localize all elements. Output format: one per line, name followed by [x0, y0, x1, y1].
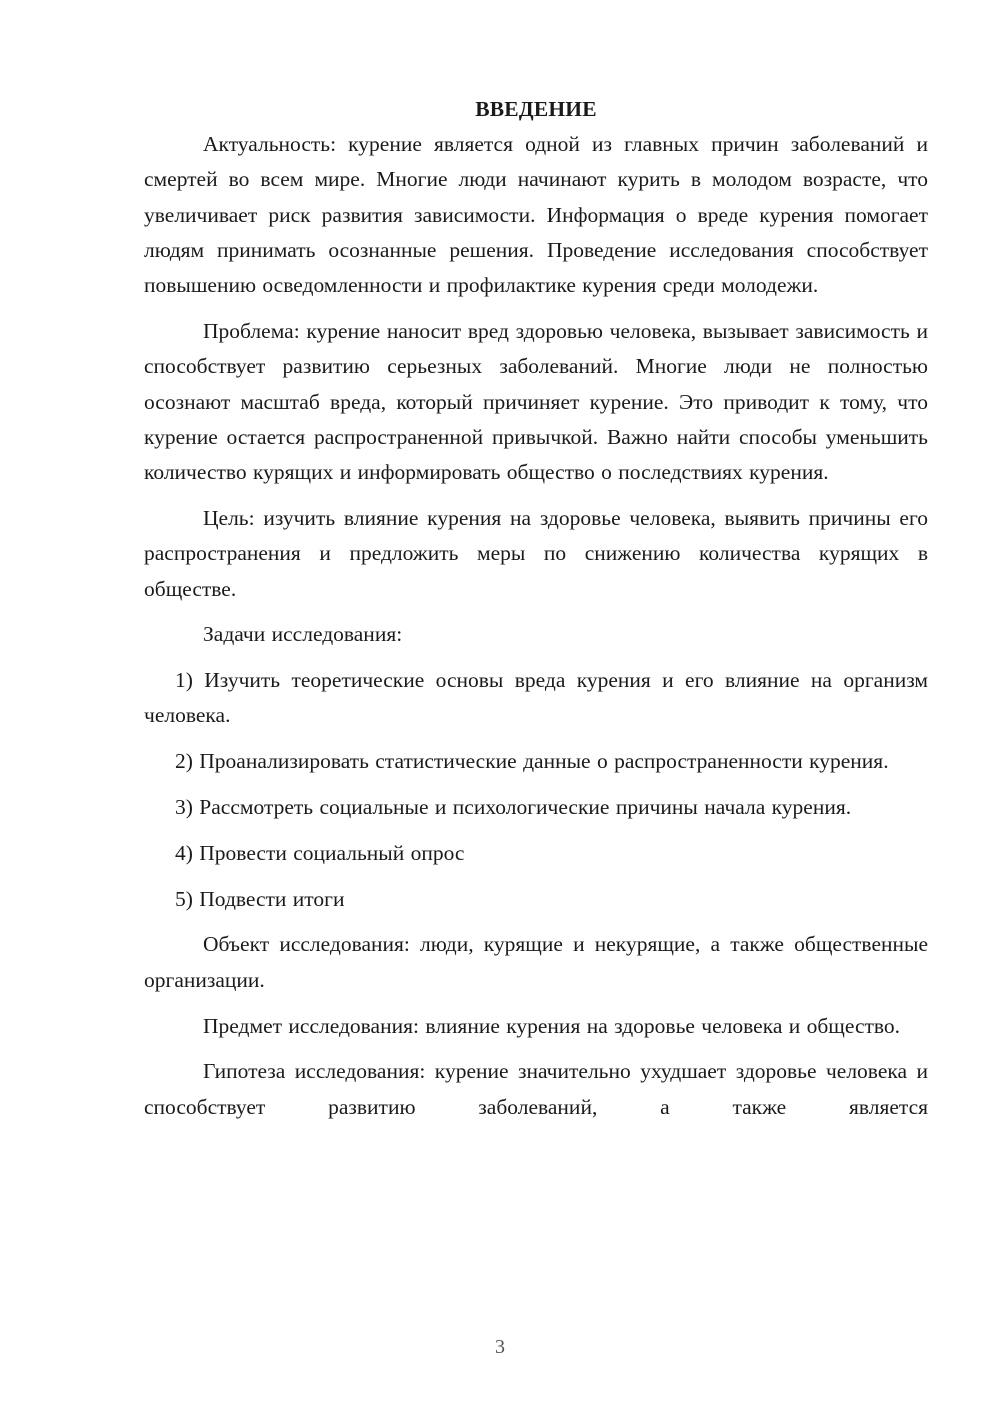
paragraph-problem: Проблема: курение наносит вред здоровью человека, вызывает зависимость и способствует развитию серьезных заболеваний. Многие люди не полностью осознают масштаб вреда, который причиняет курение. Это приводит к тому, что курение остается распространенной привычкой. Важно найти способы уменьшить количество курящих и информировать общество о последствиях курения.: [144, 318, 928, 485]
page-number: 3: [495, 1336, 505, 1358]
document-page: [144, 92, 928, 1125]
paragraph-hypothesis: Гипотеза исследования: курение значительно ухудшает здоровье человека и способствует развитию заболеваний, а также является: [144, 1059, 928, 1119]
document-heading: ВВЕДЕНИЕ: [475, 97, 597, 121]
paragraph-goal: Цель: изучить влияние курения на здоровье человека, выявить причины его распространения и предложить меры по снижению количества курящих в обществе.: [144, 505, 928, 601]
task-item-3: 3) Рассмотреть социальные и психологические причины начала курения.: [175, 795, 852, 820]
paragraph-tasks-intro: Задачи исследования:: [203, 622, 403, 647]
task-item-1: 1) Изучить теоретические основы вреда курения и его влияние на организм человека.: [144, 668, 928, 728]
paragraph-relevance: Актуальность: курение является одной из главных причин заболеваний и смертей во всем мире. Многие люди начинают курить в молодом возрасте, что увеличивает риск развития зависимости. Информация о вреде курения помогает людям принимать осознанные решения. Проведение исследования способствует повышению осведомленности и профилактике курения среди молодежи.: [144, 132, 928, 298]
paragraph-object: Объект исследования: люди, курящие и некурящие, а также общественные организации.: [144, 932, 928, 992]
task-item-5: 5) Подвести итоги: [175, 886, 345, 911]
task-item-2: 2) Проанализировать статистические данные о распространенности курения.: [175, 749, 889, 774]
task-item-4: 4) Провести социальный опрос: [175, 840, 465, 865]
paragraph-subject: Предмет исследования: влияние курения на здоровье человека и общество.: [203, 1013, 901, 1038]
